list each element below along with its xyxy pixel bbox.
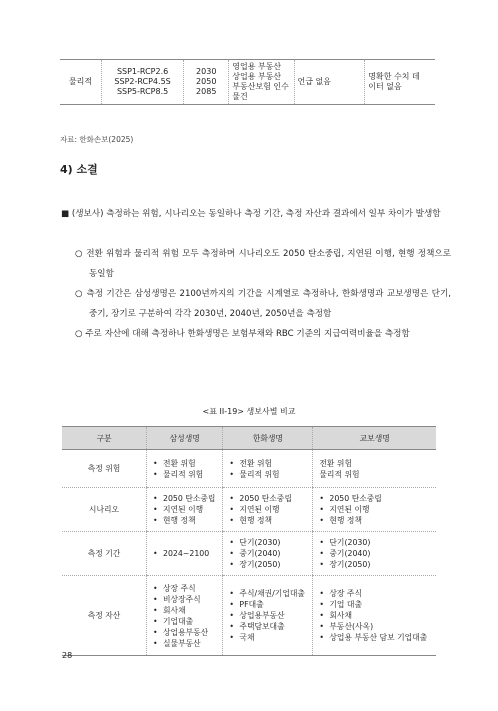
year-item: 2085 [196, 87, 217, 96]
cell-samsung-scenario [147, 488, 223, 532]
source-note: 자료: 한화손보(2025) [60, 135, 134, 144]
list-item: • 지연된 이행 [317, 504, 432, 515]
method-cell [365, 60, 435, 105]
list-item: • 회사채 [317, 610, 432, 621]
page-number: 28 [62, 651, 73, 660]
table-row [62, 532, 436, 576]
paragraph-period: ○ 측정 기간은 삼성생명은 2100년까지의 기간을 시계열로 측정하나, 한화생명과 교보생명은 단기, 중기, 장기로 구분하여 각각 2030년, 2040년, 2050년을 측정함 [75, 289, 451, 319]
list-item: • 비상장주식 [151, 594, 218, 605]
list-item: • 중기(2040) [317, 548, 432, 559]
method-line: 명확한 수치 데 [368, 72, 420, 81]
list-item: • 장기(2050) [317, 559, 432, 570]
list-item: • 2050 탄소중립 [151, 493, 218, 504]
list-item: • 주택담보대출 [227, 621, 308, 632]
cell-samsung-assets [147, 576, 223, 656]
list-item: • 현행 정책 [227, 515, 308, 526]
row-label: 물리적 [60, 60, 101, 105]
cell-hanwha-risk [223, 450, 313, 488]
cell-hanwha-assets [223, 576, 313, 656]
list-item: 전환 위험 [319, 458, 352, 468]
scenario-item: SSP5-RCP8.5 [116, 87, 169, 96]
year-item: 2050 [196, 77, 217, 86]
scenario-item: SSP1-RCP2.6 [116, 67, 169, 76]
list-item: • 2050 탄소중립 [227, 493, 308, 504]
list-item: • 회사채 [151, 605, 218, 616]
row-header-period: 측정 기간 [62, 532, 147, 576]
year-item: 2030 [196, 67, 217, 76]
top-table-row [60, 60, 435, 105]
method-line: 이터 없음 [368, 82, 402, 91]
list-item: • 현행 정책 [151, 515, 218, 526]
table-row [62, 576, 436, 656]
scenario-list [101, 60, 183, 105]
list-item: • 상업용부동산 [227, 610, 308, 621]
asset-item: 부동산보험 인수 [232, 82, 289, 91]
list-item: • 주식/채권/기업대출 [227, 588, 308, 599]
row-header-scenario: 시나리오 [62, 488, 147, 532]
header-category: 구분 [62, 427, 147, 450]
table-caption: <표 II-19> 생보사별 비교 [202, 407, 296, 416]
list-item: • 상업용부동산 [151, 627, 218, 638]
list-item: • 지연된 이행 [227, 504, 308, 515]
scenario-item: SSP2-RCP4.5S [114, 77, 171, 86]
paragraph-assets: ○ 주로 자산에 대해 측정하나 한화생명은 보험부채와 RBC 기준의 지급여력비율을 측정함 [75, 329, 410, 339]
list-item: • 장기(2050) [227, 559, 308, 570]
list-item: • 현행 정책 [317, 515, 432, 526]
cell-samsung-risk [147, 450, 223, 488]
list-item: • 국채 [227, 632, 308, 643]
paragraph-risk: ○ 전환 위험과 물리적 위험 모두 측정하며 시나리오도 2050 탄소중립, 지연된 이행, 현행 정책으로 동일함 [75, 249, 451, 279]
list-item: • 2024~2100 [151, 548, 218, 559]
list-item: • 부동산(사옥) [317, 621, 432, 632]
table-row [62, 450, 436, 488]
section-heading: 4) 소결 [60, 163, 98, 176]
asset-item: 상업용 부동산 [232, 72, 282, 81]
list-item: • 상장 주식 [151, 583, 218, 594]
cell-hanwha-period [223, 532, 313, 576]
paragraph-summary: ■ (생보사) 측정하는 위험, 시나리오는 동일하나 측정 기간, 측정 자산과 결과에서 일부 차이가 발생함 [61, 209, 441, 219]
asset-list [229, 60, 294, 105]
cell-kyobo-risk [313, 450, 436, 488]
list-item: • 2050 탄소중립 [317, 493, 432, 504]
list-item: • 기업대출 [151, 616, 218, 627]
list-item: • 전환 위험 [227, 458, 308, 469]
list-item: • 상업용 부동산 담보 기업대출 [317, 632, 432, 643]
top-table [60, 59, 435, 105]
year-list [184, 60, 229, 105]
header-samsung: 삼성생명 [147, 427, 223, 450]
header-hanwha: 한화생명 [223, 427, 313, 450]
cell-kyobo-scenario [313, 488, 436, 532]
list-item: • 단기(2030) [317, 537, 432, 548]
list-item: • 물리적 위험 [151, 469, 218, 480]
cell-hanwha-scenario [223, 488, 313, 532]
list-item: • 물리적 위험 [227, 469, 308, 480]
comparison-table [62, 426, 436, 656]
list-item: • 단기(2030) [227, 537, 308, 548]
list-item: • PF대출 [227, 599, 308, 610]
header-row [62, 427, 436, 450]
header-kyobo: 교보생명 [313, 427, 436, 450]
cell-kyobo-assets [313, 576, 436, 656]
row-header-risk: 측정 위험 [62, 450, 147, 488]
list-item: • 실물부동산 [151, 638, 218, 649]
table-row [62, 488, 436, 532]
asset-item: 영업용 부동산 [232, 62, 282, 71]
row-header-assets: 측정 자산 [62, 576, 147, 656]
cell-samsung-period [147, 532, 223, 576]
list-item: • 지연된 이행 [151, 504, 218, 515]
list-item: • 전환 위험 [151, 458, 218, 469]
list-item: 물리적 위험 [319, 469, 360, 479]
list-item: • 기업 대출 [317, 599, 432, 610]
asset-item: 물건 [232, 92, 248, 101]
mention-cell: 언급 없음 [294, 60, 365, 105]
list-item: • 상장 주식 [317, 588, 432, 599]
cell-kyobo-period [313, 532, 436, 576]
list-item: • 중기(2040) [227, 548, 308, 559]
